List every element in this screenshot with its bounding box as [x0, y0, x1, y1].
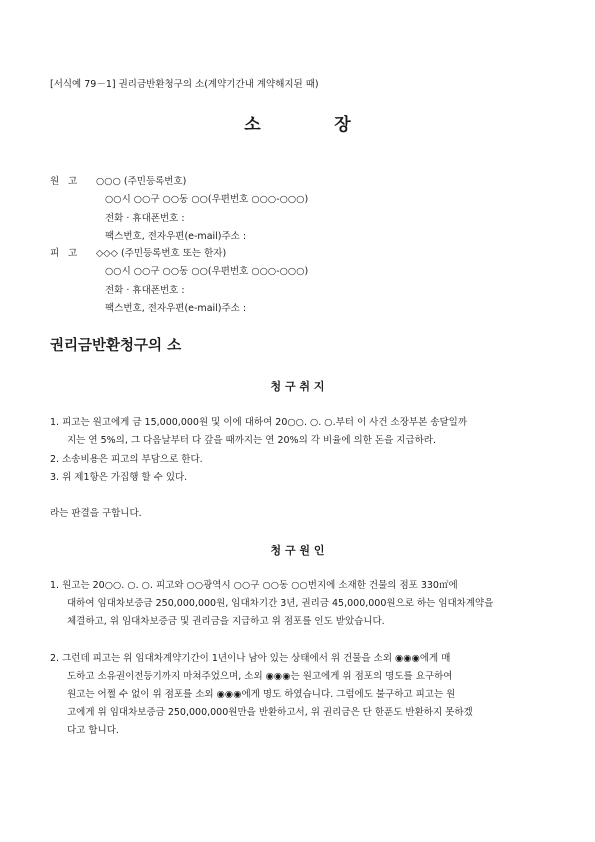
defendant-address: ○○시 ○○구 ○○동 ○○(우편번호 ○○○-○○○) — [105, 266, 309, 277]
cause-section-title: 청 구 원 인 — [270, 544, 325, 557]
claim-section-title: 청 구 취 지 — [270, 380, 325, 393]
plaintiff-address: ○○시 ○○구 ○○동 ○○(우편번호 ○○○-○○○) — [105, 194, 309, 205]
claim-item-1: 1. 피고는 원고에게 금 15,000,000원 및 이에 대하여 20○○. ○. ○.부터 이 사건 소장부본 송달일까 지는 연 5%의, 그 다음날부터 다 갚을 때까지는 연 20%의 각 비율에 의한 돈을 지급하라. — [50, 417, 467, 446]
defendant-name-row — [50, 245, 226, 259]
form-header: [서식예 79－1] 권리금반환청구의 소(계약기간내 계약해지된 때) — [50, 79, 319, 90]
plaintiff-name: ○○○ (주민등록번호) — [96, 176, 187, 187]
title-char-1: 소 — [244, 115, 261, 135]
defendant-role: 피 고 — [50, 248, 78, 259]
claim-closing: 라는 판결을 구합니다. — [50, 508, 142, 519]
suit-title: 권리금반환청구의 소 — [50, 338, 182, 354]
plaintiff-name-row — [50, 173, 186, 187]
defendant-phone: 전화 · 휴대폰번호 : — [105, 285, 185, 296]
document-title — [0, 110, 595, 135]
plaintiff-role: 원 고 — [50, 176, 78, 187]
defendant-fax: 팩스번호, 전자우편(e-mail)주소 : — [105, 303, 247, 314]
title-char-2: 장 — [334, 115, 351, 135]
plaintiff-phone: 전화 · 휴대폰번호 : — [105, 213, 185, 224]
cause-item-1: 1. 원고는 20○○. ○. ○. 피고와 ○○광역시 ○○구 ○○동 ○○번지에 소재한 건물의 점포 330㎡에 대하여 임대차보증금 250,000,000원, 임대차기간 3년, 권리금 45,000,000원으로 하는 임대차계약을 체결하고, 위 임대차보증금 및 권리금을 지급하고 위 점포를 인도 받았습니다. — [50, 580, 494, 627]
defendant-name: ◇◇◇ (주민등록번호 또는 한자) — [96, 248, 227, 259]
claim-item-2: 2. 소송비용은 피고의 부담으로 한다. — [50, 454, 203, 465]
cause-item-2: 2. 그런데 피고는 위 임대차계약기간이 1년이나 남아 있는 상태에서 위 건물을 소외 ◉◉◉에게 매 도하고 소유권이전등기까지 마쳐주었으며, 소외 ◉◉◉는 원고에게 위 점포의 명도를 요구하여 원고는 어쩔 수 없이 위 점포를 소외 ◉◉◉에게 명도 하였습니다. 그럼에도 불구하고 피고는 원 고에게 위 임대차보증금 250,000,000원만을 반환하고서, 위 권리금은 단 한푼도 반환하지 못하겠 다고 합니다. — [50, 653, 473, 736]
plaintiff-fax: 팩스번호, 전자우편(e-mail)주소 : — [105, 231, 247, 242]
claim-item-3: 3. 위 제1항은 가집행 할 수 있다. — [50, 472, 188, 483]
